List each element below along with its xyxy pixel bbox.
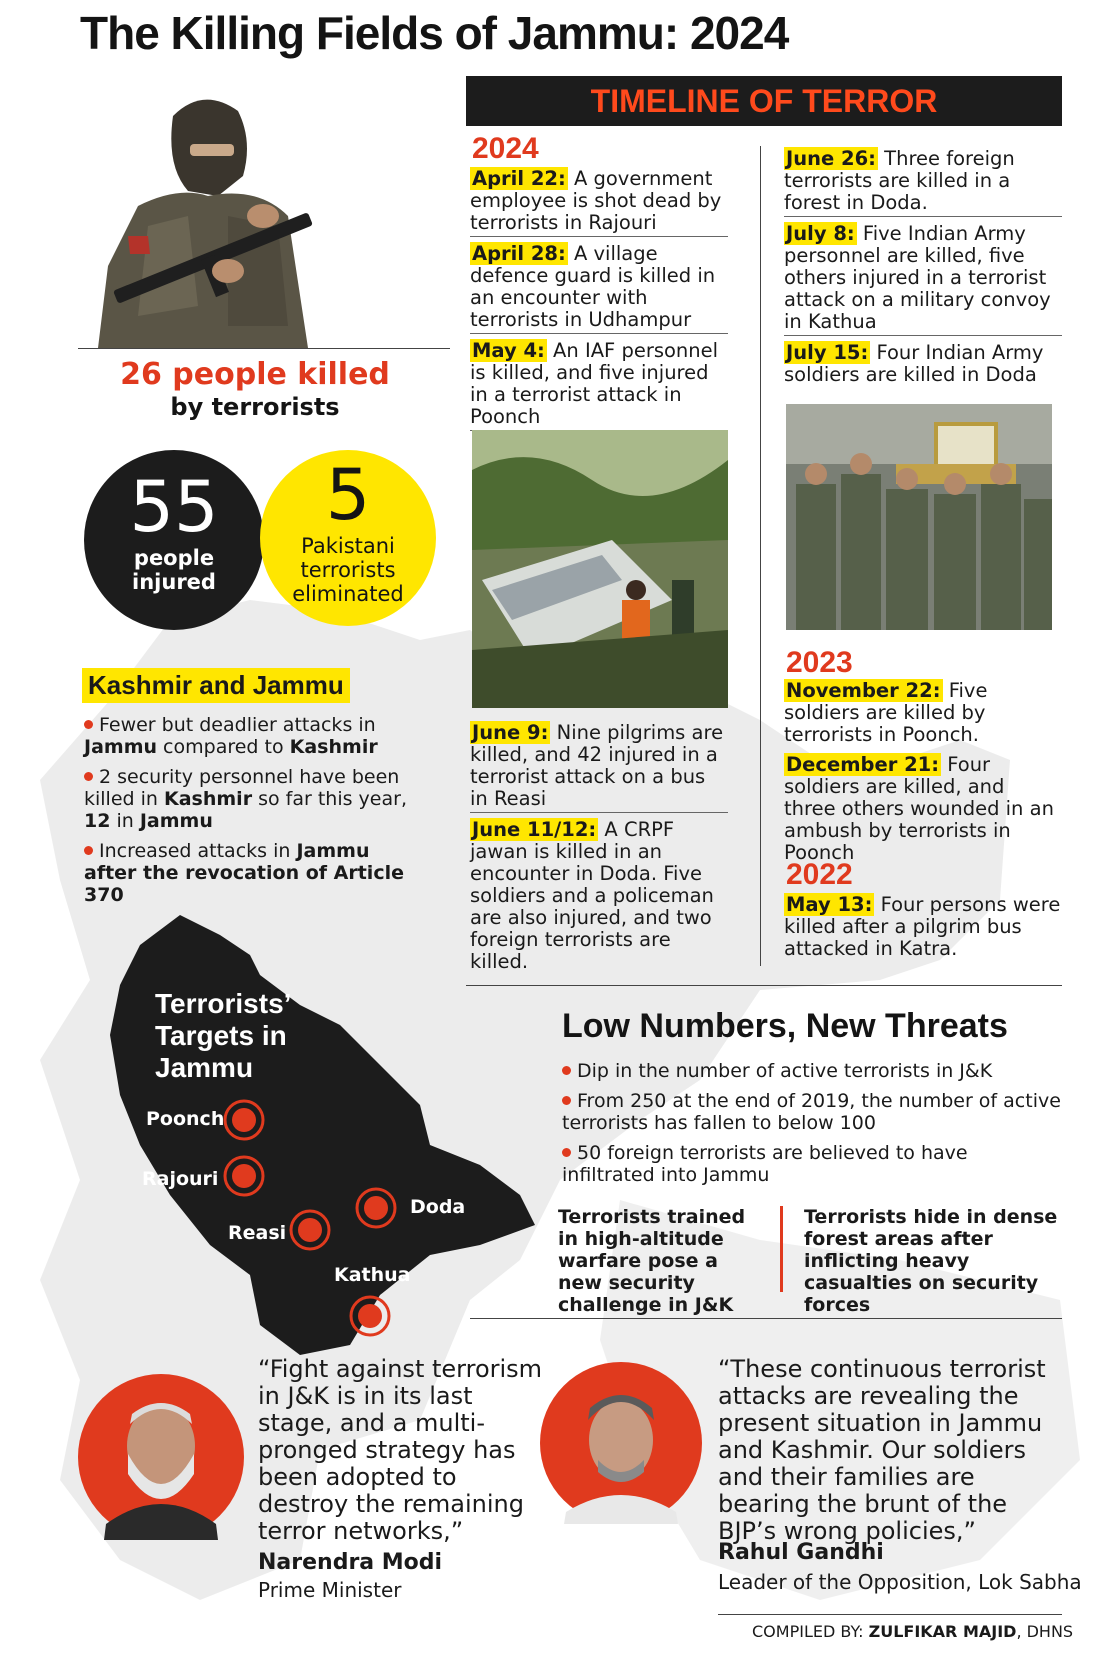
rahul-gandhi-portrait xyxy=(540,1362,702,1524)
callout-left: Terrorists trained in high-altitude warfare pose a new security challenge in J&K xyxy=(558,1206,746,1316)
low-numbers-title: Low Numbers, New Threats xyxy=(562,1007,1008,1045)
soldiers-coffin-photo xyxy=(786,404,1052,630)
quote-modi-name: Narendra Modi xyxy=(258,1550,443,1575)
quote-gandhi-text: “These continuous terrorist attacks are revealing the present situation in Jammu and Kashmir. Our soldiers and their families are bearing the brunt of the BJP’s wrong policies,” xyxy=(718,1355,1046,1545)
callout-divider xyxy=(780,1206,783,1292)
injured-number: 55 xyxy=(129,466,219,548)
timeline-event: April 22: A government employee is shot dead by terrorists in Rajouri xyxy=(470,168,728,237)
pin-label-kathua: Kathua xyxy=(334,1264,411,1286)
timeline-col-right-2022 xyxy=(784,894,1062,962)
timeline-col-left-top xyxy=(470,168,728,431)
lnt-bullet: From 250 at the end of 2019, the number of active terrorists has fallen to below 100 xyxy=(562,1090,1061,1134)
jammu-region-map xyxy=(100,915,540,1355)
quote-gandhi-role: Leader of the Opposition, Lok Sabha xyxy=(718,1570,1082,1594)
pin-label-rajouri: Rajouri xyxy=(142,1168,219,1190)
year-2024: 2024 xyxy=(472,132,539,165)
lnt-bullet: 50 foreign terrorists are believed to have infiltrated into Jammu xyxy=(562,1142,968,1186)
kj-bullet-2: 2 security personnel have been killed in Kashmir so far this year, 12 in Jammu xyxy=(84,766,407,832)
bullet-dot-icon xyxy=(562,1096,571,1105)
bullet-dot-icon xyxy=(562,1066,571,1075)
timeline-col-left-bottom xyxy=(470,722,728,975)
timeline-col-right-2023 xyxy=(784,680,1062,866)
timeline-event: December 21: Four soldiers are killed, and three others wounded in an ambush by terrorists in Poonch xyxy=(784,753,1054,864)
low-numbers-bullets xyxy=(562,1060,1062,1194)
masked-gunman-illustration xyxy=(78,86,328,348)
section-divider xyxy=(466,985,1062,986)
timeline-col-right-top xyxy=(784,148,1062,388)
timeline-header: TIMELINE OF TERROR xyxy=(466,76,1062,126)
eliminated-label-3: eliminated xyxy=(292,582,404,606)
bus-accident-photo xyxy=(472,430,728,708)
kashmir-jammu-heading-wrap xyxy=(82,668,350,703)
timeline-event: July 8: Five Indian Army personnel are killed, five others injured in a terrorist attack on a military convoy in Kathua xyxy=(784,223,1062,336)
kashmir-jammu-bullets xyxy=(84,714,424,914)
pin-label-reasi: Reasi xyxy=(228,1222,287,1244)
injured-label-2: injured xyxy=(132,570,216,594)
section-divider xyxy=(470,1318,1062,1319)
kashmir-jammu-heading: Kashmir and Jammu xyxy=(82,668,350,703)
bullet-dot-icon xyxy=(562,1148,571,1157)
kj-bullet-3: Increased attacks in Jammu after the revocation of Article 370 xyxy=(84,840,404,906)
eliminated-stat-circle xyxy=(260,450,436,626)
pin-label-doda: Doda xyxy=(410,1196,466,1218)
quote-modi-text: “Fight against terrorism in J&K is in its last stage, and a multi-pronged strategy has been adopted to destroy the remaining terror networks,” xyxy=(258,1355,543,1545)
bullet-dot-icon xyxy=(84,720,93,729)
timeline-event: November 22: Five soldiers are killed by terrorists in Poonch. xyxy=(784,679,988,746)
timeline-event: June 11/12: A CRPF jawan is killed in an encounter in Doda. Five soldiers and a policeman are also injured, and two foreign terrorists are killed. xyxy=(470,818,714,973)
timeline-event: June 26: Three foreign terrorists are killed in a forest in Doda. xyxy=(784,148,1062,217)
timeline-event: April 28: A village defence guard is killed in an encounter with terrorists in Udhampur xyxy=(470,243,728,334)
timeline-event: May 13: Four persons were killed after a pilgrim bus attacked in Katra. xyxy=(784,893,1061,960)
eliminated-label-1: Pakistani xyxy=(301,534,395,558)
injured-label-1: people xyxy=(133,546,215,570)
kj-bullet-1: Fewer but deadlier attacks in Jammu compared to Kashmir xyxy=(84,714,378,758)
eliminated-label-2: terrorists xyxy=(300,558,396,582)
timeline-event: May 4: An IAF personnel is killed, and five injured in a terrorist attack in Poonch xyxy=(470,340,728,431)
quote-modi-role: Prime Minister xyxy=(258,1578,402,1602)
timeline-event: July 15: Four Indian Army soldiers are killed in Doda xyxy=(784,341,1044,386)
callout-right: Terrorists hide in dense forest areas after inflicting heavy casualties on security forces xyxy=(804,1206,1058,1316)
killed-headline: 26 people killed xyxy=(120,357,390,392)
illustration-baseline xyxy=(78,348,450,349)
page-title: The Killing Fields of Jammu: 2024 xyxy=(80,7,789,59)
year-2023: 2023 xyxy=(786,646,853,679)
credit-divider xyxy=(718,1614,1062,1615)
killed-subtext: by terrorists xyxy=(170,393,340,421)
quote-gandhi-name: Rahul Gandhi xyxy=(718,1540,884,1565)
killed-summary xyxy=(60,358,450,422)
timeline-event: June 9: Nine pilgrims are killed, and 42 injured in a terrorist attack on a bus in Reasi xyxy=(470,722,728,813)
credit-line: COMPILED BY: ZULFIKAR MAJID, DHNS xyxy=(752,1622,1074,1641)
narendra-modi-portrait xyxy=(78,1374,244,1540)
bullet-dot-icon xyxy=(84,846,93,855)
timeline-divider xyxy=(760,146,761,966)
year-2022: 2022 xyxy=(786,858,853,891)
bullet-dot-icon xyxy=(84,772,93,781)
map-title: Terrorists’ Targets in Jammu xyxy=(155,988,292,1083)
injured-stat-circle xyxy=(84,450,264,630)
lnt-bullet: Dip in the number of active terrorists in J&K xyxy=(562,1060,1062,1082)
pin-label-poonch: Poonch xyxy=(146,1108,225,1130)
eliminated-number: 5 xyxy=(325,454,371,536)
